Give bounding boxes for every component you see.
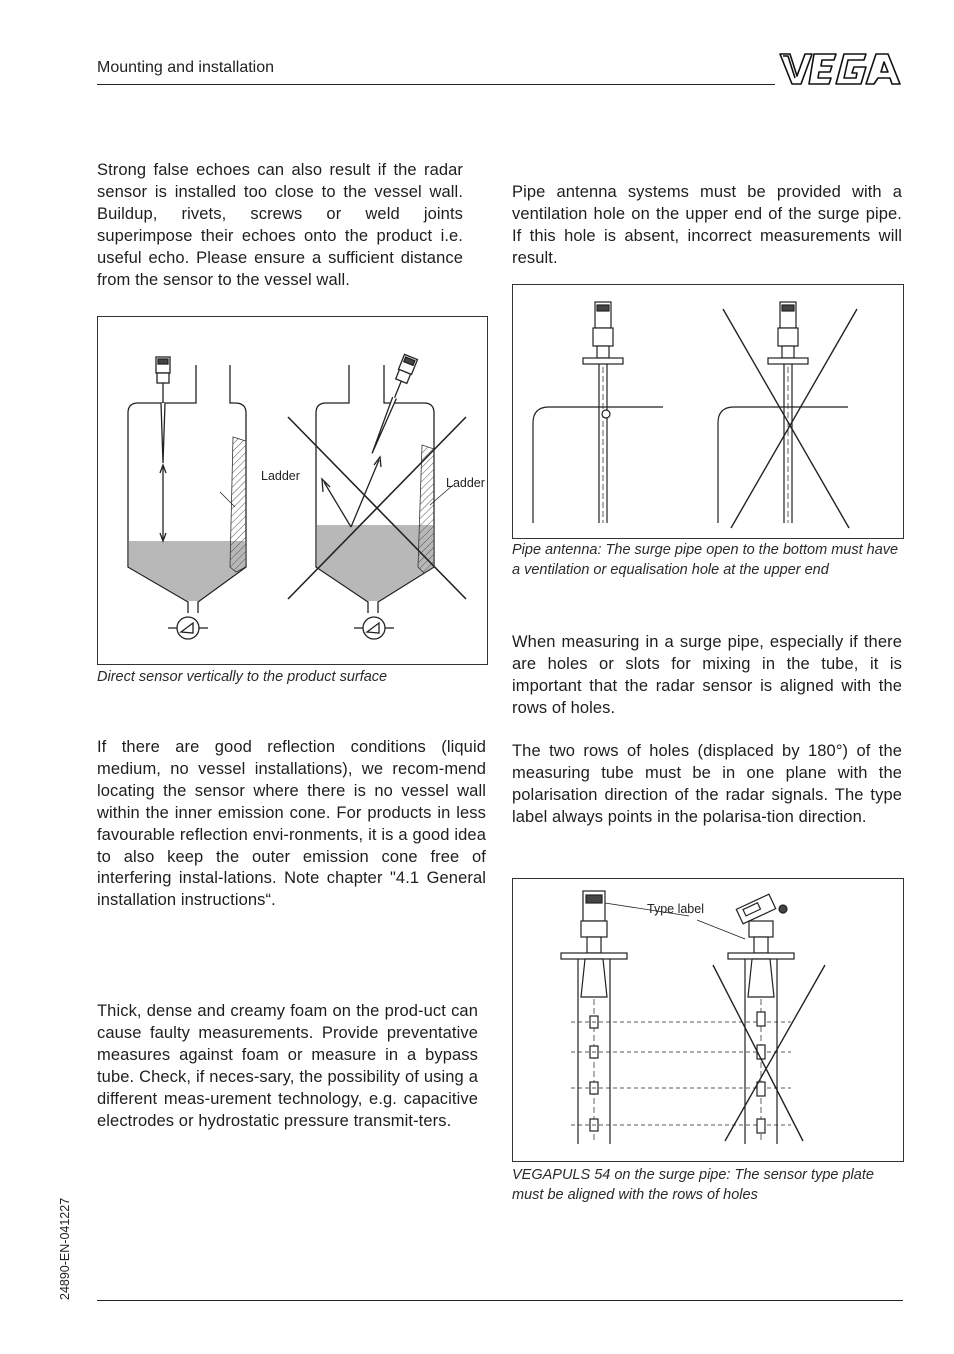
- pipe-antenna-figure: [512, 284, 904, 539]
- ladder-label-left: Ladder: [261, 469, 300, 483]
- header-rule: [97, 84, 775, 85]
- document-number: 24890-EN-041227: [58, 1197, 72, 1300]
- right-paragraph-ventilation: Pipe antenna systems must be provided with a ventilation hole on the upper end of the surge pipe. If this hole is absent, incorrect measurements will result.: [512, 183, 902, 267]
- left-paragraph-reflection: If there are good reflection conditions (liquid medium, no vessel installations), we recom-mend locating the sensor where there is no vessel wall within the inner emission cone. For products in less favourable reflection envi-ronments, it is a good idea to also keep the outer emission cone free of interfering instal-lations. Note chapter "4.1 General installation instructions“.: [97, 738, 486, 910]
- vessel-wall-figure: [97, 316, 488, 665]
- left-paragraph-false-echoes: Strong false echoes can also result if the radar sensor is installed too close to the vessel wall. Buildup, rivets, screws or weld joints superimpose their echoes onto the product i.e. useful echo. Please ensure a sufficient distance from the sensor to the vessel wall.: [97, 161, 463, 289]
- surge-pipe-correct: [561, 891, 627, 1144]
- figure-caption-pipe-antenna: Pipe antenna: The surge pipe open to the bottom must have a ventilation or equalisation hole at the upper end: [512, 542, 899, 578]
- left-paragraph-foam: Thick, dense and creamy foam on the prod-uct can cause faulty measurements. Provide preventative measures against foam or measure in a bypass tube. Check, if neces-sary, the possibility of using a different meas-urement technology, e.g. capacitive electrodes or hydrostatic pressure transmit-ters.: [97, 1002, 478, 1130]
- surge-pipe-figure: [512, 878, 904, 1162]
- figure-caption-surge-pipe: VEGAPULS 54 on the surge pipe: The sensor type plate must be aligned with the rows of holes: [512, 1167, 874, 1203]
- figure-caption-vessel: Direct sensor vertically to the product surface: [97, 669, 388, 685]
- type-label-annotation: Type label: [647, 902, 704, 916]
- right-paragraph-alignment: When measuring in a surge pipe, especially if there are holes or slots for mixing in the tube, it is important that the radar sensor is aligned with the rows of holes.: [512, 633, 902, 717]
- vessel-left: [128, 357, 246, 639]
- footer-rule: [97, 1300, 903, 1301]
- right-paragraph-polarisation: The two rows of holes (displaced by 180°) of the measuring tube must be in one plane with the polarisation direction of the radar signals. The type label always points in the polarisa-tion direction.: [512, 742, 902, 826]
- vega-logo: [778, 50, 902, 88]
- pipe-antenna-correct: [533, 302, 663, 523]
- ladder-label-right: Ladder: [446, 476, 485, 490]
- vessel-right: [288, 354, 466, 639]
- page-header-title: Mounting and installation: [97, 59, 275, 76]
- surge-pipe-incorrect: [713, 894, 825, 1144]
- pipe-antenna-incorrect: [718, 302, 857, 528]
